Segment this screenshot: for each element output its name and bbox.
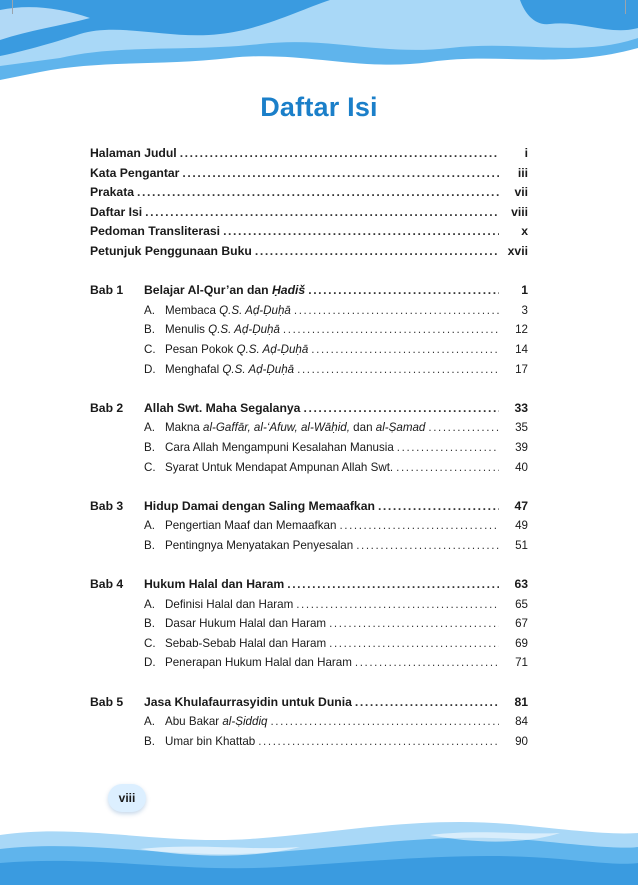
toc-page: i (524, 146, 528, 160)
chapter-title: Belajar Al-Qur’an dan Ḥadiš (144, 283, 306, 298)
toc-entry[interactable] (90, 242, 528, 262)
dot-leader (339, 516, 499, 536)
section-letter: B. (144, 323, 155, 337)
chapter-title: Hukum Halal dan Haram (144, 577, 285, 592)
dot-leader (303, 399, 499, 419)
chapter-entry[interactable] (90, 497, 528, 517)
section-entry[interactable] (90, 516, 528, 536)
chapter-title: Jasa Khulafaurrasyidin untuk Dunia (144, 694, 352, 709)
chapter-number: Bab 4 (90, 577, 124, 592)
section-entry[interactable] (90, 732, 528, 752)
section-title: Dasar Hukum Halal dan Haram (165, 617, 327, 631)
section-title: Abu Bakar al-Ṣiddiq (165, 715, 268, 729)
dot-leader (137, 183, 499, 203)
crop-mark (12, 0, 13, 14)
top-wave-banner (0, 0, 638, 90)
section-entry[interactable] (90, 536, 528, 556)
section-entry[interactable] (90, 458, 528, 478)
section-entry[interactable] (90, 438, 528, 458)
dot-leader (223, 222, 499, 242)
toc-label: Petunjuk Penggunaan Buku (90, 243, 252, 258)
section-entry[interactable] (90, 301, 528, 321)
toc-label: Daftar Isi (90, 204, 143, 219)
section-title: Pentingnya Menyatakan Penyesalan (165, 538, 354, 552)
chapter-number: Bab 2 (90, 400, 124, 415)
section-title: Menulis Q.S. Aḍ-Ḍuḥā (165, 323, 280, 337)
toc-page: viii (511, 204, 528, 219)
section-entry[interactable] (90, 360, 528, 380)
section-page: 14 (515, 342, 528, 356)
toc-entry[interactable] (90, 164, 528, 184)
chapter-page: 63 (514, 577, 528, 592)
section-letter: C. (144, 342, 156, 356)
chapter-page: 1 (521, 283, 528, 298)
section-page: 49 (515, 519, 528, 533)
crop-mark (625, 0, 626, 14)
dot-leader (311, 340, 499, 360)
section-letter: C. (144, 636, 156, 650)
section-letter: A. (144, 421, 155, 435)
section-letter: B. (144, 734, 155, 748)
page-title: Daftar Isi (260, 92, 378, 122)
section-entry[interactable] (90, 634, 528, 654)
chapter-entry[interactable] (90, 281, 528, 301)
section-page: 39 (515, 440, 528, 454)
chapter-entry[interactable] (90, 399, 528, 419)
dot-leader (329, 634, 499, 654)
section-title: Pesan Pokok Q.S. Aḍ-Ḍuḥā (165, 342, 309, 356)
toc-entry[interactable] (90, 144, 528, 164)
dot-leader (396, 458, 499, 478)
chapter-entry[interactable] (90, 575, 528, 595)
section-entry[interactable] (90, 320, 528, 340)
dot-leader (355, 693, 499, 713)
section-title: Syarat Untuk Mendapat Ampunan Allah Swt. (165, 460, 394, 474)
section-page: 71 (515, 656, 528, 670)
dot-leader (308, 281, 499, 301)
toc-page: xvii (507, 243, 528, 258)
page-number-badge: viii (108, 784, 146, 812)
section-title: Pengertian Maaf dan Memaafkan (165, 519, 337, 533)
section-letter: B. (144, 440, 155, 454)
section-page: 84 (515, 715, 528, 729)
section-page: 3 (521, 303, 528, 317)
dot-leader (428, 418, 499, 438)
chapter-page: 81 (514, 694, 528, 709)
toc-label: Halaman Judul (90, 146, 177, 160)
section-letter: A. (144, 715, 155, 729)
chapter-page: 33 (514, 400, 528, 415)
toc-entry[interactable] (90, 203, 528, 223)
section-entry[interactable] (90, 595, 528, 615)
dot-leader (397, 438, 499, 458)
dot-leader (294, 301, 499, 321)
section-entry[interactable] (90, 614, 528, 634)
section-page: 51 (515, 538, 528, 552)
dot-leader (145, 203, 499, 223)
section-title: Menghafal Q.S. Aḍ-Ḍuḥā (165, 362, 295, 376)
chapter-title: Allah Swt. Maha Segalanya (144, 400, 301, 415)
section-letter: B. (144, 617, 155, 631)
chapter-number: Bab 3 (90, 498, 124, 513)
chapter-page: 47 (514, 498, 528, 513)
section-letter: A. (144, 597, 155, 611)
toc-page: x (521, 224, 528, 239)
chapter-number: Bab 1 (90, 283, 124, 298)
toc-label: Prakata (90, 185, 135, 200)
section-page: 17 (515, 362, 528, 376)
dot-leader (297, 360, 499, 380)
section-title: Umar bin Khattab (165, 734, 256, 748)
toc-label: Kata Pengantar (90, 165, 180, 180)
section-page: 35 (515, 421, 528, 435)
dot-leader (180, 144, 499, 164)
section-entry[interactable] (90, 340, 528, 360)
section-letter: A. (144, 519, 155, 533)
toc-label: Pedoman Transliterasi (90, 224, 221, 239)
section-title: Membaca Q.S. Aḍ-Ḍuḥā (165, 303, 291, 317)
section-title: Sebab-Sebab Halal dan Haram (165, 636, 327, 650)
toc-page: vii (514, 185, 528, 200)
section-page: 67 (515, 617, 528, 631)
section-entry[interactable] (90, 418, 528, 438)
section-title: Penerapan Hukum Halal dan Haram (165, 656, 352, 670)
section-letter: D. (144, 656, 156, 670)
toc-entry[interactable] (90, 222, 528, 242)
section-entry[interactable] (90, 712, 528, 732)
dot-leader (356, 536, 499, 556)
chapter-number: Bab 5 (90, 694, 124, 709)
dot-leader (287, 575, 499, 595)
bottom-wave-banner (0, 805, 638, 885)
dot-leader (255, 242, 499, 262)
section-title: Cara Allah Mengampuni Kesalahan Manusia (165, 440, 394, 454)
dot-leader (182, 164, 499, 184)
dot-leader (258, 732, 499, 752)
section-letter: B. (144, 538, 155, 552)
section-letter: A. (144, 303, 155, 317)
dot-leader (329, 614, 499, 634)
section-page: 65 (515, 597, 528, 611)
dot-leader (355, 653, 499, 673)
dot-leader (270, 712, 499, 732)
section-page: 40 (515, 460, 528, 474)
section-page: 90 (515, 734, 528, 748)
dot-leader (283, 320, 499, 340)
section-title: Makna al-Gaffār, al-‘Afuw, al-Wāḥid, dan al-Ṣamad (165, 421, 426, 435)
section-page: 12 (515, 323, 528, 337)
table-of-contents (90, 144, 528, 751)
toc-entry[interactable] (90, 183, 528, 203)
section-entry[interactable] (90, 653, 528, 673)
dot-leader (296, 595, 499, 615)
chapter-entry[interactable] (90, 693, 528, 713)
section-page: 69 (515, 636, 528, 650)
chapter-title: Hidup Damai dengan Saling Memaafkan (144, 498, 375, 513)
dot-leader (378, 497, 499, 517)
section-title: Definisi Halal dan Haram (165, 597, 294, 611)
section-letter: C. (144, 460, 156, 474)
toc-page: iii (517, 165, 528, 180)
section-letter: D. (144, 362, 156, 376)
